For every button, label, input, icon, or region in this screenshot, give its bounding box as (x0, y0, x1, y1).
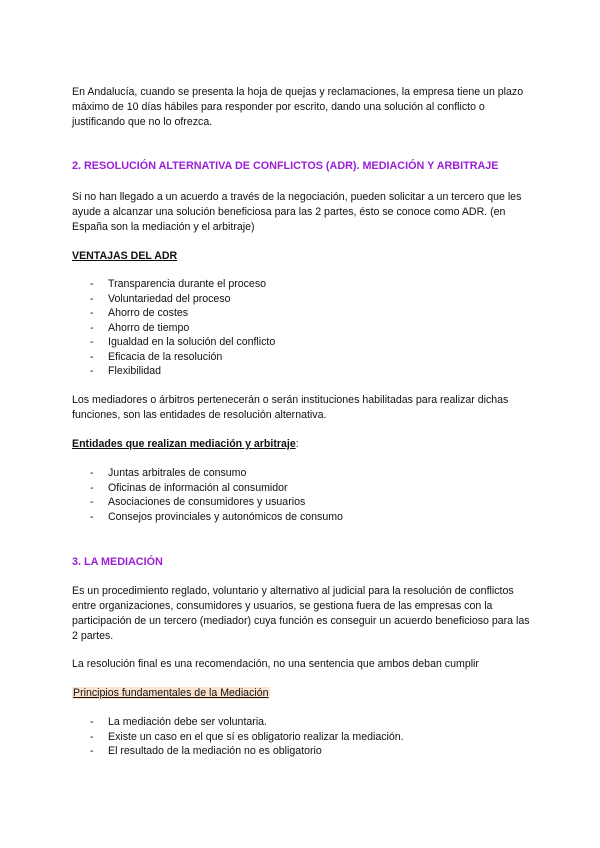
list-item (72, 495, 532, 510)
section-3-intro: Es un procedimiento reglado, voluntario y alternativo al judicial para la resolución de conflictos entre organizaciones, consumidores y usuarios, se gestiona fuera de las empresas con la participación de un tercero (mediador) cuya función es conseguir un acuerdo beneficioso para las 2 partes. (72, 585, 530, 642)
list-item-text: Oficinas de información al consumidor (108, 481, 288, 494)
list-dash-marker: - (90, 730, 94, 743)
section-2-heading: 2. RESOLUCIÓN ALTERNATIVA DE CONFLICTOS (ADR). MEDIACIÓN Y ARBITRAJE (72, 160, 499, 172)
list-dash-marker: - (90, 307, 94, 319)
list-item-text: Ahorro de costes (108, 307, 189, 319)
ventajas-list (72, 277, 532, 379)
list-dash-marker: - (90, 745, 94, 757)
list-item-text: Ahorro de tiempo (108, 321, 190, 334)
list-dash-marker: - (90, 321, 94, 334)
list-item-text: Flexibilidad (108, 365, 161, 377)
list-item (72, 510, 532, 525)
list-item-text: Voluntariedad del proceso (108, 292, 231, 305)
list-item (72, 306, 532, 321)
entidades-colon: : (295, 438, 299, 450)
list-item-text: El resultado de la mediación no es obligatorio (108, 745, 322, 757)
list-item (72, 715, 532, 730)
list-item (72, 466, 532, 481)
list-dash-marker: - (90, 365, 94, 377)
principios-list (72, 715, 532, 759)
principios-title-text: Principios fundamentales de la Mediación (73, 687, 269, 699)
list-item (72, 292, 532, 307)
list-item-text: Asociaciones de consumidores y usuarios (108, 496, 306, 508)
list-item (72, 335, 532, 350)
list-item (72, 481, 532, 496)
list-item (72, 730, 532, 745)
ventajas-title (72, 249, 532, 264)
list-item (72, 364, 532, 379)
list-item-text: Juntas arbitrales de consumo (108, 467, 247, 479)
intro-paragraph: En Andalucía, cuando se presenta la hoja de quejas y reclamaciones, la empresa tiene un plazo máximo de 10 días hábiles para responder por escrito, dando una solución al conflicto o justificando que no lo ofrezca. (72, 86, 524, 128)
mediadores-paragraph: Los mediadores o árbitros pertenecerán o serán instituciones habilitadas para realizar dichas funciones, son las entidades de resolución alternativa. (72, 394, 509, 421)
list-item-text: Eficacia de la resolución (108, 350, 223, 363)
section-2-intro: Si no han llegado a un acuerdo a través de la negociación, pueden solicitar a un tercero que les ayude a alcanzar una solución beneficiosa para las 2 partes, ésto se conoce como ADR. (en España son la mediación y el arbitraje) (72, 191, 522, 233)
list-item-text: Transparencia durante el proceso (108, 278, 267, 290)
list-item-text: Igualdad en la solución del conflicto (108, 336, 276, 348)
list-dash-marker: - (90, 716, 94, 728)
resolucion-paragraph: La resolución final es una recomendación, no una sentencia que ambos deban cumplir (72, 658, 479, 670)
list-item-text: Existe un caso en el que sí es obligatorio realizar la mediación. (108, 730, 404, 743)
list-dash-marker: - (90, 510, 94, 523)
list-dash-marker: - (90, 467, 94, 479)
list-item (72, 277, 532, 292)
entidades-list (72, 466, 532, 524)
list-dash-marker: - (90, 481, 94, 494)
list-item (72, 321, 532, 336)
ventajas-title-text: VENTAJAS DEL ADR (72, 250, 178, 262)
list-dash-marker: - (90, 292, 94, 305)
section-3-heading: 3. LA MEDIACIÓN (72, 556, 163, 568)
list-dash-marker: - (90, 278, 94, 290)
list-item-text: La mediación debe ser voluntaria. (108, 716, 268, 728)
entidades-title (72, 437, 532, 452)
entidades-title-text: Entidades que realizan mediación y arbitraje (72, 438, 296, 450)
list-dash-marker: - (90, 496, 94, 508)
list-item (72, 350, 532, 365)
principios-title (72, 686, 532, 701)
list-item-text: Consejos provinciales y autonómicos de consumo (108, 510, 343, 523)
list-dash-marker: - (90, 350, 94, 363)
list-dash-marker: - (90, 336, 94, 348)
list-item (72, 744, 532, 759)
